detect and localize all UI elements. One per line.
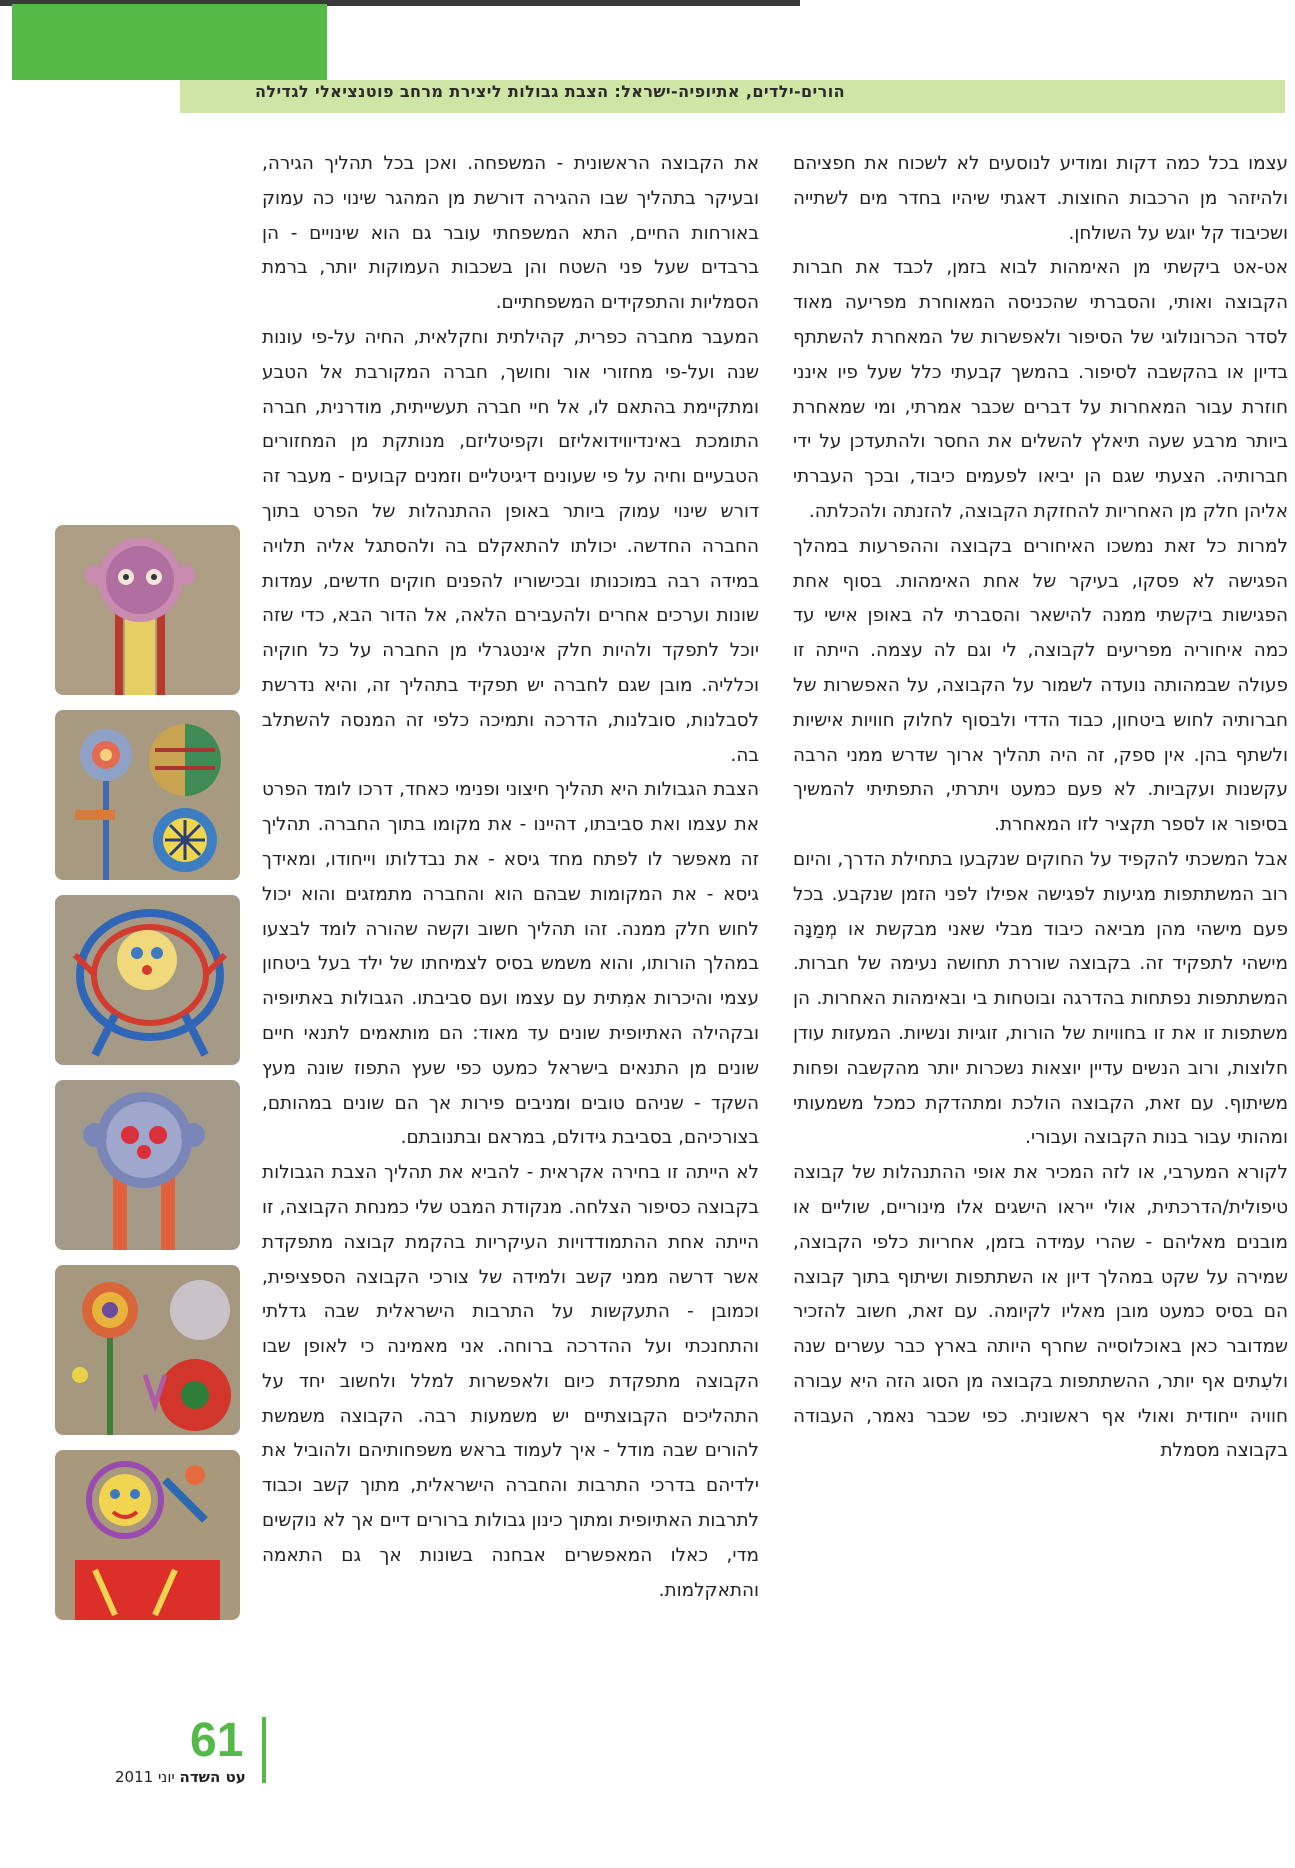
illustration-strip — [55, 525, 240, 1725]
green-corner-block — [12, 4, 327, 80]
issue-date: יוני 2011 — [115, 1768, 175, 1786]
footer-magazine-info — [115, 1768, 246, 1786]
embroidered-flower-sun-art — [55, 710, 240, 880]
embroidered-face-art — [55, 895, 240, 1065]
text-column-right — [793, 147, 1288, 1469]
paragraph: אבל המשכתי להקפיד על החוקים שנקבעו בתחילת הדרך, והיום רוב המשתתפות מגיעות לפגישה אפילו לפני הזמן שנקבע. בכל פעם מישהי מהן מביאה כיבוד מבלי שאני מבקשת או מְמַנָּה מישהי לתפקיד זה. בקבוצה שוררת תחושה נעימה של חברות. המשתתפות נפתחות בהדרגה ובוטחות בי ובאימהות האחרות. הן משתפות זו את זו בחוויות של הורות, זוגיות ונשיות. המעזות עודן חלוצות, ורוב הנשים עדיין יוצאות נשכרות יותר מהקשבה ופחות משיתוף. עם זאת, הקבוצה הולכת ומתהדקת כמכל משמעותי ומהותי עבור בנות הקבוצה ועבורי. — [793, 848, 1288, 1149]
folio-divider — [262, 1717, 266, 1783]
paragraph: הצבת הגבולות היא תהליך חיצוני ופנימי כאחד, דרכו לומד הפרט את עצמו ואת סביבתו, דהיינו - את מקומו בתוך החברה. תהליך זה מאפשר לו לפתח מחד גיסא - את נבדלותו וייחודו, ומאידך גיסא - את המקומות שבהם הוא והחברה מתמזגים והוא יכול לחוש חלק ממנה. זהו תהליך חשוב וקשה שהורה לומד לבצעו במהלך הורותו, והוא משמש בסיס לצמיחתו של ילד בעל ביטחון עצמי והיכרות אמִתית עם עצמו ועם סביבתו. הגבולות באתיופיה ובקהילה האתיופית שונים עד מאוד: הם מותאמים לתנאי חיים שונים מן התנאים בישראל כמעט כפי שעץ התפוז שונה מעץ השקד - שניהם טובים ומניבים פירות אך הם שונים במהותם, בצורכיהם, בסביבת גידולם, במראם ובתנובתם. — [262, 779, 759, 1149]
paragraph: אט-אט ביקשתי מן האימהות לבוא בזמן, לכבד את חברות הקבוצה ואותי, והסברתי שהכניסה המאוחרת מפריעה מאוד לסדר הכרונולוגי של הסיפור ולאפשרות של המאחרת להשתתף בדיון או בהקשבה לסיפור. בהמשך קבעתי כלל שעל פיו אינני חוזרת עבור המאחרות על דברים שכבר אמרתי, ומי שמאחרת ביותר מרבע שעה תיאלץ להשלים את החסר ולהתעדכן על ידי חברותיה. הצעתי שגם הן יביאו לפעמים כיבוד, ובכך העברתי אליהן חלק מן האחריות להחזקת הקבוצה, להזנתה ולהכלתה. — [793, 257, 1288, 522]
paragraph: למרות כל זאת נמשכו האיחורים בקבוצה וההפרעות במהלך הפגישה לא פסקו, בעיקר של אחת האימהות. בסוף אחת הפגישות ביקשתי ממנה להישאר והסברתי לה באופן אישי עד כמה איחוריה מפריעים לקבוצה, לי וגם לה עצמה. הייתה זו פעולה שבמהותה נועדה לשמור על הקבוצה, על האפשרות של חברותיה לחוש ביטחון, כבוד הדדי ולבסוף לחלוק חוויות אישיות ולשתף בהן. אין ספק, זה היה תהליך ארוך שדרש ממני הרבה עקשנות ועקביות. לא פעם כמעט ויתרתי, התפתיתי להמשיך בסיפור או לספר תקציר לזו המאחרת. — [793, 535, 1288, 836]
paragraph: לא הייתה זו בחירה אקראית - להביא את תהליך הצבת הגבולות בקבוצה כסיפור הצלחה. מנקודת המבט שלי כמנחת הקבוצה, זו הייתה אחת ההתמודדויות העיקריות בהקמת קבוצה מתפקדת אשר דרשה ממני קשב ולמידה של צורכי הקבוצה הספציפית, וכמובן - התעקשות על התרבות הישראלית שבה גדלתי והתחנכתי ועל ההדרכה ברוחה. אני מאמינה כי לאופן שבו הקבוצה מתפקדת כיום ולאפשרות למלל ולחשוב יחד על התהליכים הקבוצתיים יש משמעות רבה. הקבוצה משמשת להורים שבה מודל - איך לעמוד בראש משפחותיהם ולהוביל את ילדיהם בדרכי התרבות והחברה הישראלית, מתוך קשב וכבוד לתרבות האתיופית ומתוך כינון גבולות ברורים דיים אך לא נוקשים מדי, כאלו המאפשרים אבחנה בשונות אך גם התאמה והתאקלמות. — [262, 1162, 759, 1601]
magazine-name: עט השדה — [179, 1768, 246, 1786]
embroidered-round-face-art — [55, 1080, 240, 1250]
page-number: 61 — [190, 1714, 244, 1767]
paragraph: את הקבוצה הראשונית - המשפחה. ואכן בכל תהליך הגירה, ובעיקר בתהליך שבו ההגירה דורשת מן המהגר שינוי כה עמוק באורחות החיים, התא המשפחתי עובר גם הוא שינויים - הן ברבדים שעל פני השטח והן בשכבות העמוקות יותר, ברמת הסמליות והתפקידים המשפחתיים. — [262, 153, 759, 314]
paragraph: לקורא המערבי, או לזה המכיר את אופי ההתנהלות של קבוצה טיפולית/הדרכתית, אולי ייראו הישגים אלו מינוריים, שוליים או מובנים מאליהם - שהרי עמידה בזמן, אחריות כלפי הקבוצה, שמירה על שקט במהלך דיון או השתתפות ושיתוף בתוך קבוצה הם בסיס כמעט מובן מאליו לקיומה. עם זאת, חשוב להזכיר שמדובר כאן באוכלוסייה שחרף היותה בארץ כבר עשרים שנה ולעִתים אף יותר, ההשתתפות בקבוצה מן הסוג הזה היא עבורה חוויה ייחודית ואולי אף ראשונית. כפי שכבר נאמר, העבודה בקבוצה מסמלת — [793, 1162, 1288, 1462]
embroidered-figure-art — [55, 525, 240, 695]
embroidered-colorful-figure-art — [55, 1450, 240, 1620]
paragraph: המעבר מחברה כפרית, קהילתית וחקלאית, החיה על-פי עונות שנה ועל-פי מחזורי אור וחושך, חברה המקורבת אל הטבע ומתקיימת בהתאם לו, אל חיי חברה תעשייתית, מודרנית, חברה התומכת באינדיווידואליזם וקפיטליזם, מנותקת מן המחזורים הטבעיים וחיה על פי שעונים דיגיטליים וזמנים קבועים - מעבר זה דורש שינוי עמוק ביותר באופן ההתנהלות של הפרט בתוך החברה החדשה. יכולתו להתאקלם בה ולהסתגל אליה תלויה במידה רבה במוכנותו ובכישוריו להפנים חוקים חדשים, עמדות שונות וערכים אחרים ולהעבירם הלאה, אל הדור הבא, כדי שזה יוכל לתפקד ולהיות חלק אינטגרלי מן החברה על כל חוקיה וכלליה. מובן שגם לחברה יש תפקיד בתהליך זה, והיא נדרשת לסבלנות, סובלנות, הדרכה ותמיכה כלפי זה המנסה להשתלב בה. — [262, 326, 759, 766]
running-header-title: הורים-ילדים, אתיופיה-ישראל: הצבת גבולות ליצירת מרחב פוטנציאלי לגדילה — [254, 82, 845, 101]
text-column-left — [262, 147, 759, 1608]
paragraph: עצמו בכל כמה דקות ומודיע לנוסעים לא לשכוח את חפציהם ולהיזהר מן הרכבות החוצות. דאגתי שיהיו בחדר מים לשתייה ושכיבוד קל יוגש על השולחן. — [793, 153, 1288, 244]
embroidered-flower-tomato-art — [55, 1265, 240, 1435]
